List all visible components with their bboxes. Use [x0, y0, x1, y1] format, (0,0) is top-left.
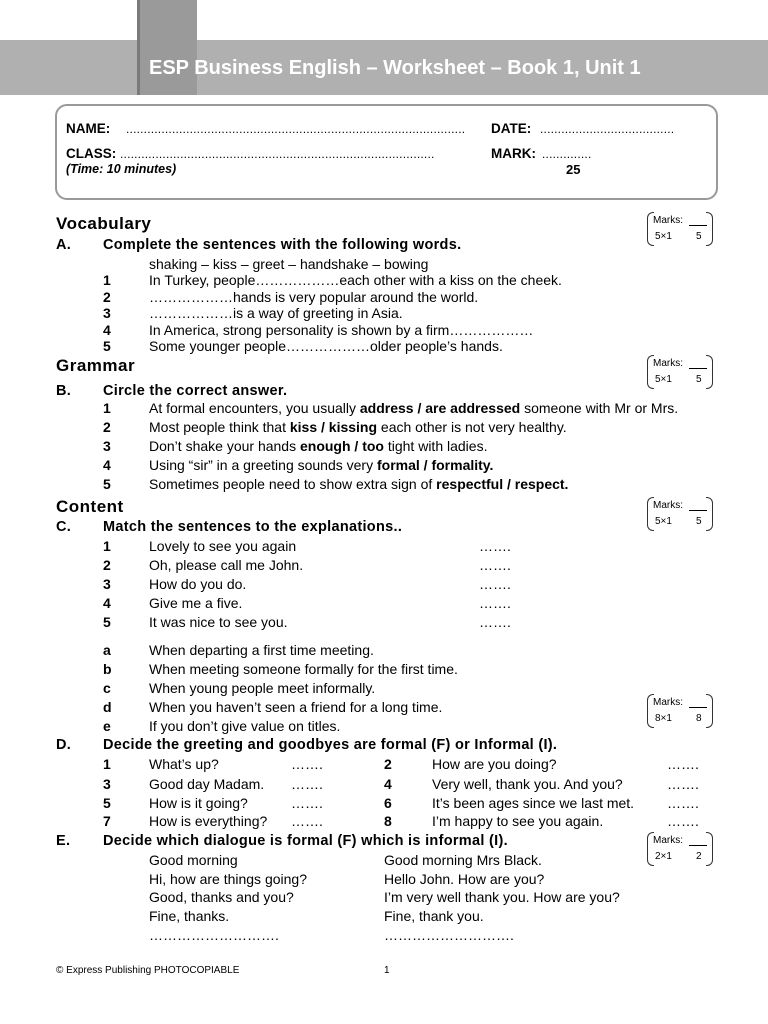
marks-box-b: [647, 355, 713, 389]
item-number: 4: [384, 776, 392, 792]
item-number: 1: [103, 400, 111, 416]
answer-blank[interactable]: …….: [479, 576, 511, 592]
explanation-letter: d: [103, 699, 112, 715]
item-number: 8: [384, 813, 392, 829]
grammar-sentence: [149, 476, 568, 492]
marks-label: Marks:: [653, 215, 683, 226]
match-sentence: How do you do.: [149, 576, 247, 592]
grammar-sentence: [149, 419, 567, 435]
answer-choice[interactable]: respectful / respect.: [436, 476, 569, 492]
item-number: 3: [103, 305, 111, 321]
content-heading: Content: [56, 497, 124, 516]
item-number: 5: [103, 795, 111, 811]
explanation-text: When young people meet informally.: [149, 680, 376, 696]
answer-choice[interactable]: formal / formality.: [377, 457, 494, 473]
dialogue-line: Good morning Mrs Black.: [384, 852, 542, 868]
match-sentence: Give me a five.: [149, 595, 243, 611]
sentence-text: someone with Mr or Mrs.: [520, 400, 679, 416]
task-d-instruction: Decide the greeting and goodbyes are formal (F) or Informal (I).: [103, 737, 558, 753]
vocab-sentence: In America, strong personality is shown by a firm………………: [149, 322, 534, 338]
marks-box-c: [647, 497, 713, 531]
task-e-instruction: Decide which dialogue is formal (F) which is informal (I).: [103, 833, 508, 849]
greeting-text: Very well, thank you. And you?: [432, 776, 623, 792]
item-number: 5: [103, 338, 111, 354]
answer-blank[interactable]: …….: [291, 756, 323, 772]
marks-box-e: [647, 832, 713, 866]
sentence-text: tight with ladies.: [383, 438, 488, 454]
item-number: 5: [103, 476, 111, 492]
dialogue-line[interactable]: ……………………….: [149, 927, 279, 943]
grammar-sentence: [149, 438, 487, 454]
marks-calc: 8×1: [655, 713, 672, 724]
item-number: 6: [384, 795, 392, 811]
dialogue-line[interactable]: ……………………….: [384, 927, 514, 943]
answer-blank[interactable]: …….: [667, 756, 699, 772]
explanation-text: If you don’t give value on titles.: [149, 718, 341, 734]
item-number: 1: [103, 756, 111, 772]
marks-total: 5: [696, 516, 702, 527]
date-label: DATE:: [491, 121, 532, 136]
answer-choice[interactable]: kiss / kissing: [289, 419, 378, 435]
greeting-text: It’s been ages since we last met.: [432, 795, 635, 811]
greeting-text: What’s up?: [149, 756, 219, 772]
marks-box-a: [647, 212, 713, 246]
item-number: 5: [103, 614, 111, 630]
sentence-text: each other is not very healthy.: [377, 419, 567, 435]
greeting-text: How is everything?: [149, 813, 268, 829]
item-number: 2: [103, 289, 111, 305]
answer-blank[interactable]: …….: [479, 614, 511, 630]
dialogue-line: Hi, how are things going?: [149, 871, 307, 887]
item-number: 3: [103, 576, 111, 592]
explanation-text: When meeting someone formally for the first time.: [149, 661, 458, 677]
task-b-instruction: Circle the correct answer.: [103, 383, 288, 399]
answer-blank[interactable]: …….: [479, 538, 511, 554]
item-number: 3: [103, 776, 111, 792]
item-number: 4: [103, 595, 111, 611]
answer-blank[interactable]: …….: [667, 776, 699, 792]
name-label: NAME:: [66, 121, 111, 136]
answer-blank[interactable]: …….: [479, 557, 511, 573]
item-number: 3: [103, 438, 111, 454]
answer-blank[interactable]: …….: [479, 595, 511, 611]
class-label: CLASS:: [66, 146, 117, 161]
dialogue-line: Hello John. How are you?: [384, 871, 545, 887]
task-e-letter: E.: [56, 833, 71, 849]
grammar-heading: Grammar: [56, 356, 136, 375]
answer-blank[interactable]: …….: [667, 813, 699, 829]
word-box: shaking – kiss – greet – handshake – bowing: [149, 256, 429, 272]
dialogue-line: Good morning: [149, 852, 238, 868]
header-tab: [137, 0, 197, 95]
answer-blank[interactable]: …….: [291, 776, 323, 792]
greeting-text: I’m happy to see you again.: [432, 813, 604, 829]
vocab-sentence: Some younger people………………older people’s hands.: [149, 338, 503, 354]
sentence-text: Sometimes people need to show extra sign of: [149, 476, 437, 492]
explanation-letter: e: [103, 718, 111, 734]
explanation-letter: c: [103, 680, 111, 696]
dialogue-line: Fine, thanks.: [149, 908, 230, 924]
marks-total: 5: [696, 231, 702, 242]
mark-total: 25: [566, 162, 581, 177]
task-c-letter: C.: [56, 519, 72, 535]
item-number: 4: [103, 322, 111, 338]
task-b-letter: B.: [56, 383, 72, 399]
marks-total: 8: [696, 713, 702, 724]
dialogue-line: I’m very well thank you. How are you?: [384, 889, 620, 905]
answer-blank[interactable]: …….: [667, 795, 699, 811]
answer-blank[interactable]: …….: [291, 795, 323, 811]
vocabulary-heading: Vocabulary: [56, 214, 152, 233]
answer-choice[interactable]: address / are addressed: [359, 400, 521, 416]
marks-calc: 5×1: [655, 516, 672, 527]
marks-label: Marks:: [653, 835, 683, 846]
task-c-instruction: Match the sentences to the explanations..: [103, 519, 403, 535]
match-sentence: It was nice to see you.: [149, 614, 288, 630]
answer-blank[interactable]: …….: [291, 813, 323, 829]
explanation-letter: b: [103, 661, 112, 677]
time-note: (Time: 10 minutes): [66, 162, 177, 176]
dialogue-line: Fine, thank you.: [384, 908, 484, 924]
sentence-text: Don’t shake your hands: [149, 438, 300, 454]
task-a-letter: A.: [56, 237, 72, 253]
match-sentence: Oh, please call me John.: [149, 557, 304, 573]
marks-calc: 5×1: [655, 231, 672, 242]
vocab-sentence: In Turkey, people………………each other with a kiss on the cheek.: [149, 272, 562, 288]
greeting-text: How are you doing?: [432, 756, 557, 772]
marks-total: 2: [696, 851, 702, 862]
greeting-text: Good day Madam.: [149, 776, 265, 792]
grammar-sentence: [149, 400, 678, 416]
explanation-letter: a: [103, 642, 111, 658]
marks-label: Marks:: [653, 358, 683, 369]
item-number: 4: [103, 457, 111, 473]
mark-label: MARK:: [491, 146, 536, 161]
item-number: 2: [384, 756, 392, 772]
dialogue-line: Good, thanks and you?: [149, 889, 294, 905]
grammar-sentence: [149, 457, 493, 473]
date-field[interactable]: ......................................: [540, 122, 675, 136]
marks-box-d: [647, 694, 713, 728]
sentence-text: Using “sir” in a greeting sounds very: [149, 457, 377, 473]
explanation-text: When departing a first time meeting.: [149, 642, 374, 658]
page-title: ESP Business English – Worksheet – Book 1, Unit 1: [149, 57, 641, 79]
page-number: 1: [384, 965, 390, 976]
class-field[interactable]: .........................................................................................: [120, 147, 435, 161]
item-number: 7: [103, 813, 111, 829]
sentence-text: Most people think that: [149, 419, 290, 435]
task-d-letter: D.: [56, 737, 72, 753]
vocab-sentence: ………………hands is very popular around the world.: [149, 289, 479, 305]
vocab-sentence: ………………is a way of greeting in Asia.: [149, 305, 403, 321]
marks-label: Marks:: [653, 697, 683, 708]
item-number: 1: [103, 272, 111, 288]
marks-calc: 2×1: [655, 851, 672, 862]
task-a-instruction: Complete the sentences with the following words.: [103, 237, 462, 253]
item-number: 2: [103, 419, 111, 435]
mark-field[interactable]: ..............: [542, 147, 592, 161]
sentence-text: At formal encounters, you usually: [149, 400, 360, 416]
match-sentence: Lovely to see you again: [149, 538, 297, 554]
name-field[interactable]: ................................................................................................: [126, 122, 466, 136]
greeting-text: How is it going?: [149, 795, 248, 811]
answer-choice[interactable]: enough / too: [299, 438, 384, 454]
marks-calc: 5×1: [655, 374, 672, 385]
marks-total: 5: [696, 374, 702, 385]
copyright-footer: © Express Publishing PHOTOCOPIABLE: [56, 965, 240, 976]
item-number: 2: [103, 557, 111, 573]
marks-label: Marks:: [653, 500, 683, 511]
item-number: 1: [103, 538, 111, 554]
explanation-text: When you haven’t seen a friend for a long time.: [149, 699, 443, 715]
